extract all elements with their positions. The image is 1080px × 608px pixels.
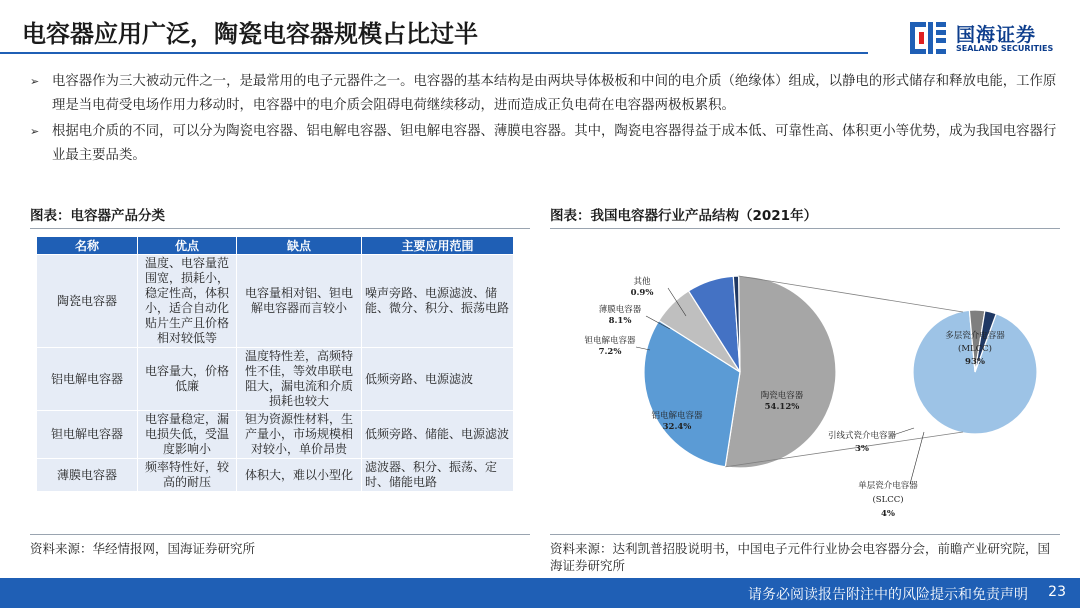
slice-label: 钽电解电容器 bbox=[584, 336, 636, 346]
cell-name: 铝电解电容器 bbox=[37, 348, 138, 411]
disclaimer-text: 请务必阅读报告附注中的风险提示和免责声明 bbox=[748, 587, 1028, 603]
column-header: 缺点 bbox=[237, 237, 362, 255]
cell-usage: 噪声旁路、电源滤波、储能、微分、积分、振荡电路 bbox=[362, 255, 514, 348]
table-row bbox=[37, 459, 514, 492]
pie-chart-svg bbox=[550, 232, 1060, 532]
sub-slice-label: (SLCC) bbox=[872, 495, 904, 505]
arrow-bullet-icon: ➢ bbox=[30, 75, 40, 88]
sub-slice-label: 引线式瓷介电容器 bbox=[827, 431, 897, 441]
section-divider bbox=[30, 534, 530, 535]
table-header-row bbox=[37, 237, 514, 255]
table-row bbox=[37, 255, 514, 348]
cell-pros: 电容量大，价格低廉 bbox=[138, 348, 237, 411]
sealand-logo-icon bbox=[908, 20, 948, 56]
arrow-bullet-icon: ➢ bbox=[30, 125, 40, 138]
slice-label: 陶瓷电容器 bbox=[760, 391, 804, 401]
table-row bbox=[37, 348, 514, 411]
sub-slice-label: (MLCC) bbox=[958, 344, 992, 354]
logo-text-cn: 国海证券 bbox=[956, 24, 1037, 46]
slice-value-label: 7.2% bbox=[598, 347, 622, 357]
pie-slice bbox=[725, 276, 836, 468]
cell-usage: 滤波器、积分、振荡、定时、储能电路 bbox=[362, 459, 514, 492]
capacitor-classification-section bbox=[30, 204, 530, 574]
sub-slice-value-label: 4% bbox=[881, 509, 895, 519]
cell-pros: 频率特性好，较高的耐压 bbox=[138, 459, 237, 492]
cell-pros: 温度、电容量范围宽，损耗小，稳定性高，体积小，适合自动化贴片生产且价格相对较低等 bbox=[138, 255, 237, 348]
sub-slice-value-label: 3% bbox=[855, 444, 869, 454]
cell-cons: 温度特性差，高频特性不佳，等效串联电阻大，漏电流和介质损耗也较大 bbox=[237, 348, 362, 411]
section-title: 图表：我国电容器行业产品结构（2021年） bbox=[550, 208, 818, 224]
bullet-text: 根据电介质的不同，可以分为陶瓷电容器、铝电解电容器、钽电解电容器、薄膜电容器。其中，陶瓷电容器得益于成本低、可靠性高、体积更小等优势，成为我国电容器行业最主要品类。 bbox=[52, 124, 1057, 163]
section-divider bbox=[550, 534, 1060, 535]
bullet-item bbox=[30, 70, 1060, 118]
page-title: 电容器应用广泛，陶瓷电容器规模占比过半 bbox=[22, 20, 478, 48]
slice-value-label: 0.9% bbox=[630, 288, 654, 298]
bullet-item bbox=[30, 120, 1060, 168]
pie-of-pie-chart bbox=[550, 232, 1060, 532]
title-divider bbox=[0, 52, 868, 54]
slice-label: 其他 bbox=[633, 277, 651, 287]
cell-cons: 体积大，难以小型化 bbox=[237, 459, 362, 492]
sub-slice-value-label: 93% bbox=[965, 357, 985, 367]
company-logo bbox=[908, 18, 1068, 58]
cell-usage: 低频旁路、储能、电源滤波 bbox=[362, 411, 514, 459]
logo-text-en: SEALAND SECURITIES bbox=[956, 44, 1054, 53]
source-note: 资料来源：华经情报网，国海证券研究所 bbox=[30, 541, 256, 556]
column-header: 优点 bbox=[138, 237, 237, 255]
column-header: 名称 bbox=[37, 237, 138, 255]
sub-slice-label: 单层瓷介电容器 bbox=[858, 481, 918, 491]
section-divider bbox=[30, 228, 530, 229]
bullet-list bbox=[30, 70, 1060, 170]
classification-table bbox=[36, 236, 514, 492]
source-note: 资料来源：达利凯普招股说明书，中国电子元件行业协会电容器分会，前瞻产业研究院，国海证券研究所 bbox=[550, 541, 1051, 573]
slice-label: 铝电解电容器 bbox=[651, 411, 703, 421]
slice-value-label: 8.1% bbox=[608, 316, 632, 326]
product-structure-section bbox=[550, 204, 1060, 574]
footer-bar bbox=[0, 578, 1080, 608]
section-divider bbox=[550, 228, 1060, 229]
slice-value-label: 32.4% bbox=[662, 422, 692, 432]
sub-slice-label: 多层瓷介电容器 bbox=[945, 331, 1005, 341]
cell-cons: 钽为资源性材料，生产量小，市场规模相对较小，单价昂贵 bbox=[237, 411, 362, 459]
cell-name: 钽电解电容器 bbox=[37, 411, 138, 459]
cell-usage: 低频旁路、电源滤波 bbox=[362, 348, 514, 411]
cell-name: 薄膜电容器 bbox=[37, 459, 138, 492]
page-number: 23 bbox=[1048, 584, 1066, 600]
slice-label: 薄膜电容器 bbox=[598, 305, 642, 315]
cell-name: 陶瓷电容器 bbox=[37, 255, 138, 348]
cell-pros: 电容量稳定，漏电损失低，受温度影响小 bbox=[138, 411, 237, 459]
cell-cons: 电容量相对铝、钽电解电容器而言较小 bbox=[237, 255, 362, 348]
bullet-text: 电容器作为三大被动元件之一，是最常用的电子元器件之一。电容器的基本结构是由两块导体极板和中间的电介质（绝缘体）组成，以静电的形式储存和释放电能，工作原理是当电荷受电场作用力移动时，电容器中的电介质会阻碍电荷继续移动，进而造成正负电荷在电容器两极板累积。 bbox=[52, 74, 1057, 113]
section-title: 图表：电容器产品分类 bbox=[30, 208, 165, 224]
column-header: 主要应用范围 bbox=[362, 237, 514, 255]
slice-value-label: 54.12% bbox=[764, 402, 800, 412]
table-row bbox=[37, 411, 514, 459]
